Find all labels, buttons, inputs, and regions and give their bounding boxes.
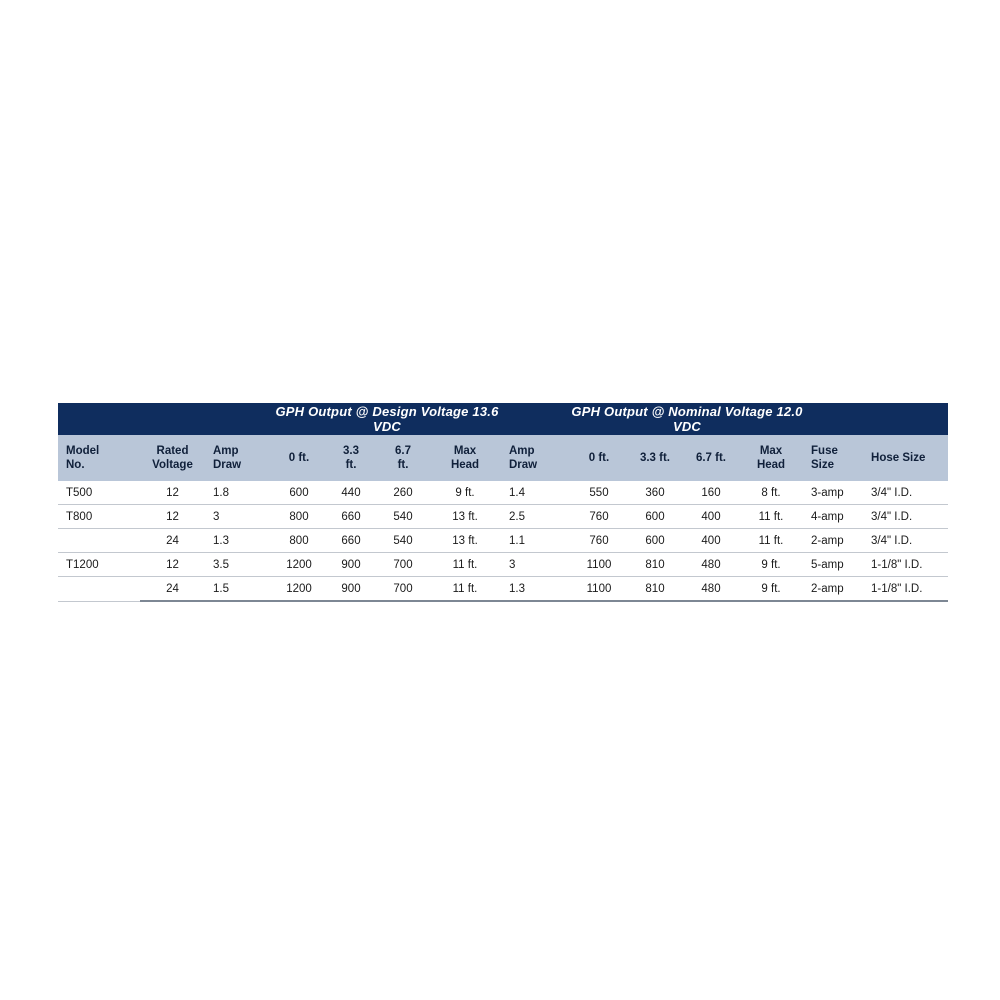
- column-header-design-33ft-line2: ft.: [345, 459, 357, 471]
- column-header-nominal-0ft: [571, 435, 627, 481]
- cell-design-0ft: 800: [273, 529, 325, 553]
- column-header-design-67ft: [377, 435, 429, 481]
- cell-design-33ft: 660: [325, 529, 377, 553]
- cell-design-67ft: 260: [377, 481, 429, 505]
- column-header-fuse-size-line1: Fuse: [811, 444, 838, 457]
- cell-nominal-max-head: 8 ft.: [739, 481, 803, 505]
- column-header-design-max-head-line1: Max: [453, 444, 477, 457]
- column-header-rated-voltage: [140, 435, 205, 481]
- group-header-blank-mid: [501, 403, 571, 435]
- cell-design-0ft: 1200: [273, 577, 325, 602]
- cell-hose-size: 1-1/8" I.D.: [863, 577, 948, 602]
- cell-nominal-0ft: 550: [571, 481, 627, 505]
- cell-rated-voltage: 24: [140, 529, 205, 553]
- cell-nominal-amp-draw: 1.1: [501, 529, 571, 553]
- cell-nominal-33ft: 600: [627, 529, 683, 553]
- cell-nominal-33ft: 810: [627, 553, 683, 577]
- cell-nominal-max-head: 9 ft.: [739, 577, 803, 602]
- column-header-nominal-67ft: [683, 435, 739, 481]
- column-header-nominal-0ft-line1: 0 ft.: [588, 451, 610, 464]
- table-row: [58, 481, 948, 505]
- table-row: [58, 505, 948, 529]
- column-header-design-67ft-line2: ft.: [397, 459, 409, 471]
- cell-nominal-0ft: 1100: [571, 577, 627, 602]
- cell-nominal-amp-draw: 1.3: [501, 577, 571, 602]
- cell-model-no: [58, 529, 140, 553]
- cell-hose-size: 3/4" I.D.: [863, 481, 948, 505]
- cell-nominal-67ft: 400: [683, 529, 739, 553]
- cell-design-amp-draw: 1.5: [205, 577, 273, 602]
- column-header-rated-voltage-line1: Rated: [156, 444, 189, 457]
- cell-fuse-size: 2-amp: [803, 577, 863, 602]
- cell-hose-size: 1-1/8" I.D.: [863, 553, 948, 577]
- cell-fuse-size: 5-amp: [803, 553, 863, 577]
- cell-design-max-head: 13 ft.: [429, 505, 501, 529]
- cell-design-0ft: 800: [273, 505, 325, 529]
- column-header-design-max-head-line2: Head: [450, 459, 480, 471]
- pump-specification-table: [58, 403, 948, 602]
- column-header-design-33ft: [325, 435, 377, 481]
- column-header-design-33ft-line1: 3.3: [343, 444, 359, 457]
- cell-design-67ft: 540: [377, 505, 429, 529]
- cell-hose-size: 3/4" I.D.: [863, 505, 948, 529]
- cell-design-67ft: 540: [377, 529, 429, 553]
- cell-nominal-33ft: 810: [627, 577, 683, 602]
- group-header-blank-right: [803, 403, 948, 435]
- cell-design-33ft: 440: [325, 481, 377, 505]
- column-header-hose-size-line1: Hose Size: [871, 451, 926, 464]
- pump-specification-table-container: [58, 403, 948, 602]
- column-header-nominal-amp-draw: [501, 435, 571, 481]
- cell-nominal-33ft: 600: [627, 505, 683, 529]
- column-header-nominal-33ft: [627, 435, 683, 481]
- column-header-nominal-max-head-line2: Head: [756, 459, 786, 471]
- cell-design-33ft: 900: [325, 553, 377, 577]
- table-column-header-row: [58, 435, 948, 481]
- cell-design-67ft: 700: [377, 577, 429, 602]
- column-header-design-0ft: [273, 435, 325, 481]
- column-header-nominal-33ft-line1: 3.3 ft.: [639, 451, 671, 464]
- column-header-nominal-amp-draw-line2: Draw: [509, 459, 538, 471]
- column-header-nominal-max-head: [739, 435, 803, 481]
- column-header-fuse-size: [803, 435, 863, 481]
- cell-fuse-size: 3-amp: [803, 481, 863, 505]
- cell-model-no: [58, 577, 140, 602]
- cell-nominal-67ft: 160: [683, 481, 739, 505]
- group-header-design-voltage: GPH Output @ Design Voltage 13.6 VDC: [273, 403, 501, 435]
- cell-design-amp-draw: 1.3: [205, 529, 273, 553]
- cell-nominal-amp-draw: 1.4: [501, 481, 571, 505]
- cell-nominal-amp-draw: 3: [501, 553, 571, 577]
- column-header-hose-size: [863, 435, 948, 481]
- cell-nominal-max-head: 9 ft.: [739, 553, 803, 577]
- cell-nominal-amp-draw: 2.5: [501, 505, 571, 529]
- cell-design-amp-draw: 3: [205, 505, 273, 529]
- cell-fuse-size: 2-amp: [803, 529, 863, 553]
- cell-nominal-67ft: 480: [683, 577, 739, 602]
- cell-nominal-0ft: 760: [571, 529, 627, 553]
- cell-hose-size: 3/4" I.D.: [863, 529, 948, 553]
- table-row: [58, 577, 948, 602]
- column-header-rated-voltage-line2: Voltage: [152, 459, 193, 471]
- table-row: [58, 553, 948, 577]
- cell-design-max-head: 13 ft.: [429, 529, 501, 553]
- cell-fuse-size: 4-amp: [803, 505, 863, 529]
- cell-design-0ft: 600: [273, 481, 325, 505]
- column-header-model-no-line1: Model: [66, 444, 100, 457]
- cell-model-no: T1200: [58, 553, 140, 577]
- column-header-model-no-line2: No.: [66, 459, 85, 471]
- cell-nominal-67ft: 400: [683, 505, 739, 529]
- cell-nominal-0ft: 1100: [571, 553, 627, 577]
- cell-design-max-head: 11 ft.: [429, 577, 501, 602]
- group-header-nominal-voltage: GPH Output @ Nominal Voltage 12.0 VDC: [571, 404, 803, 434]
- cell-rated-voltage: 12: [140, 481, 205, 505]
- column-header-nominal-max-head-line1: Max: [759, 444, 783, 457]
- cell-rated-voltage: 24: [140, 577, 205, 602]
- cell-design-0ft: 1200: [273, 553, 325, 577]
- cell-rated-voltage: 12: [140, 505, 205, 529]
- cell-model-no: T500: [58, 481, 140, 505]
- column-header-fuse-size-line2: Size: [811, 459, 835, 471]
- table-row: [58, 529, 948, 553]
- cell-nominal-max-head: 11 ft.: [739, 529, 803, 553]
- cell-model-no: T800: [58, 505, 140, 529]
- table-group-header-row: [58, 403, 948, 435]
- cell-nominal-max-head: 11 ft.: [739, 505, 803, 529]
- group-header-blank-left: [58, 403, 273, 435]
- cell-design-max-head: 9 ft.: [429, 481, 501, 505]
- cell-nominal-33ft: 360: [627, 481, 683, 505]
- column-header-design-amp-draw-line1: Amp: [213, 444, 239, 457]
- column-header-design-amp-draw: [205, 435, 273, 481]
- cell-rated-voltage: 12: [140, 553, 205, 577]
- cell-nominal-0ft: 760: [571, 505, 627, 529]
- cell-nominal-67ft: 480: [683, 553, 739, 577]
- column-header-design-67ft-line1: 6.7: [395, 444, 411, 457]
- cell-design-33ft: 660: [325, 505, 377, 529]
- cell-design-max-head: 11 ft.: [429, 553, 501, 577]
- cell-design-amp-draw: 3.5: [205, 553, 273, 577]
- column-header-design-0ft-line1: 0 ft.: [288, 451, 310, 464]
- cell-design-67ft: 700: [377, 553, 429, 577]
- cell-design-amp-draw: 1.8: [205, 481, 273, 505]
- column-header-nominal-amp-draw-line1: Amp: [509, 444, 535, 457]
- column-header-design-max-head: [429, 435, 501, 481]
- column-header-nominal-67ft-line1: 6.7 ft.: [695, 451, 727, 464]
- column-header-model-no: [58, 435, 140, 481]
- cell-design-33ft: 900: [325, 577, 377, 602]
- column-header-design-amp-draw-line2: Draw: [213, 459, 242, 471]
